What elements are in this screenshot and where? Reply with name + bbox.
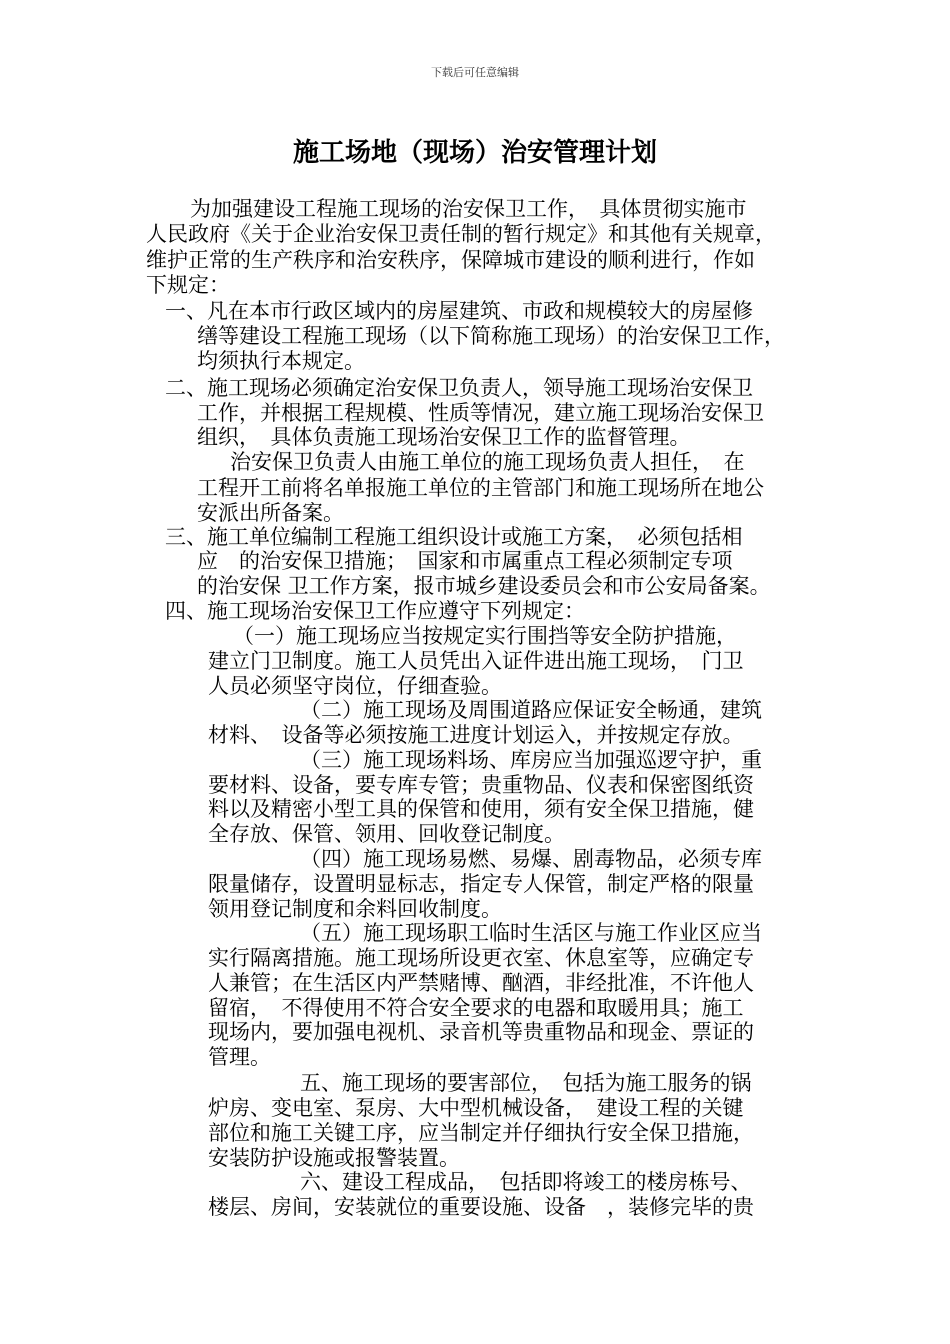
text-line: 安派出所备案。 bbox=[197, 501, 344, 525]
text-line: （一）施工现场应当按规定实行围挡等安全防护措施， bbox=[233, 624, 737, 648]
text-line: 均须执行本规定。 bbox=[197, 349, 365, 373]
text-line: 管理。 bbox=[208, 1045, 271, 1069]
text-line: 的治安保 卫工作方案，报市城乡建设委员会和市公安局备案。 bbox=[197, 574, 771, 598]
text-line: 留宿， 不得使用不符合安全要求的电器和取暖用具；施工 bbox=[208, 996, 744, 1020]
text-line: 现场内，要加强电视机、录音机等贵重物品和现金、票证的 bbox=[208, 1020, 754, 1044]
text-line: 人民政府《关于企业治安保卫责任制的暂行规定》和其他有关规章， bbox=[146, 222, 776, 246]
text-line: 二、施工现场必须确定治安保卫负责人，领导施工现场治安保卫 bbox=[165, 376, 753, 400]
text-line: 治安保卫负责人由施工单位的施工现场负责人担任， 在 bbox=[230, 450, 745, 474]
text-line: 为加强建设工程施工现场的治安保卫工作， 具体贯彻实施市 bbox=[190, 197, 747, 221]
text-line: 人员必须坚守岗位，仔细查验。 bbox=[208, 674, 502, 698]
text-line: 部位和施工关键工序，应当制定并仔细执行安全保卫措施， bbox=[208, 1121, 754, 1145]
page-header: 下载后可任意编辑 bbox=[431, 66, 519, 79]
text-line: 限量储存，设置明显标志，指定专人保管，制定严格的限量 bbox=[208, 872, 754, 896]
text-line: 领用登记制度和余料回收制度。 bbox=[208, 897, 502, 921]
text-line: 人兼管；在生活区内严禁赌博、酗酒，非经批准，不许他人 bbox=[208, 971, 754, 995]
text-line: （五）施工现场职工临时生活区与施工作业区应当 bbox=[300, 921, 762, 945]
text-line: 安装防护设施或报警装置。 bbox=[208, 1146, 460, 1170]
text-line: 料以及精密小型工具的保管和使用，须有安全保卫措施，健 bbox=[208, 797, 754, 821]
text-line: 下规定： bbox=[146, 273, 230, 297]
text-line: 一、凡在本市行政区域内的房屋建筑、市政和规模较大的房屋修 bbox=[165, 299, 753, 323]
text-line: 缮等建设工程施工现场（以下简称施工现场）的治安保卫工作， bbox=[197, 324, 785, 348]
text-line: （三）施工现场料场、库房应当加强巡逻守护，重 bbox=[300, 748, 762, 772]
text-line: 楼层、房间，安装就位的重要设施、设备 ，装修完毕的贵 bbox=[208, 1195, 754, 1219]
text-line: （四）施工现场易燃、易爆、剧毒物品，必须专库 bbox=[300, 847, 762, 871]
text-line: 实行隔离措施。施工现场所设更衣室、休息室等，应确定专 bbox=[208, 946, 754, 970]
text-line: 组织， 具体负责施工现场治安保卫工作的监督管理。 bbox=[197, 425, 691, 449]
text-line: 要材料、设备，要专库专管；贵重物品、仪表和保密图纸资 bbox=[208, 773, 754, 797]
text-line: 四、施工现场治安保卫工作应遵守下列规定： bbox=[165, 599, 585, 623]
text-line: 应 的治安保卫措施； 国家和市属重点工程必须制定专项 bbox=[197, 549, 733, 573]
text-line: 材料、 设备等必须按施工进度计划运入，并按规定存放。 bbox=[208, 723, 744, 747]
text-line: （二）施工现场及周围道路应保证安全畅通，建筑 bbox=[300, 698, 762, 722]
text-line: 炉房、变电室、泵房、大中型机械设备， 建设工程的关键 bbox=[208, 1096, 744, 1120]
text-line: 维护正常的生产秩序和治安秩序，保障城市建设的顺利进行，作如 bbox=[146, 248, 755, 272]
text-line: 全存放、保管、领用、回收登记制度。 bbox=[208, 822, 565, 846]
text-line: 五、施工现场的要害部位， 包括为施工服务的锅 bbox=[300, 1071, 752, 1095]
text-line: 工程开工前将名单报施工单位的主管部门和施工现场所在地公 bbox=[197, 476, 764, 500]
text-line: 建立门卫制度。施工人员凭出入证件进出施工现场， 门卫 bbox=[208, 649, 744, 673]
text-line: 六、建设工程成品， 包括即将竣工的楼房栋号、 bbox=[300, 1170, 752, 1194]
document-title: 施工场地（现场）治安管理计划 bbox=[292, 138, 657, 168]
text-line: 三、施工单位编制工程施工组织设计或施工方案， 必须包括相 bbox=[165, 525, 743, 549]
text-line: 工作，并根据工程规模、性质等情况，建立施工现场治安保卫 bbox=[197, 401, 764, 425]
